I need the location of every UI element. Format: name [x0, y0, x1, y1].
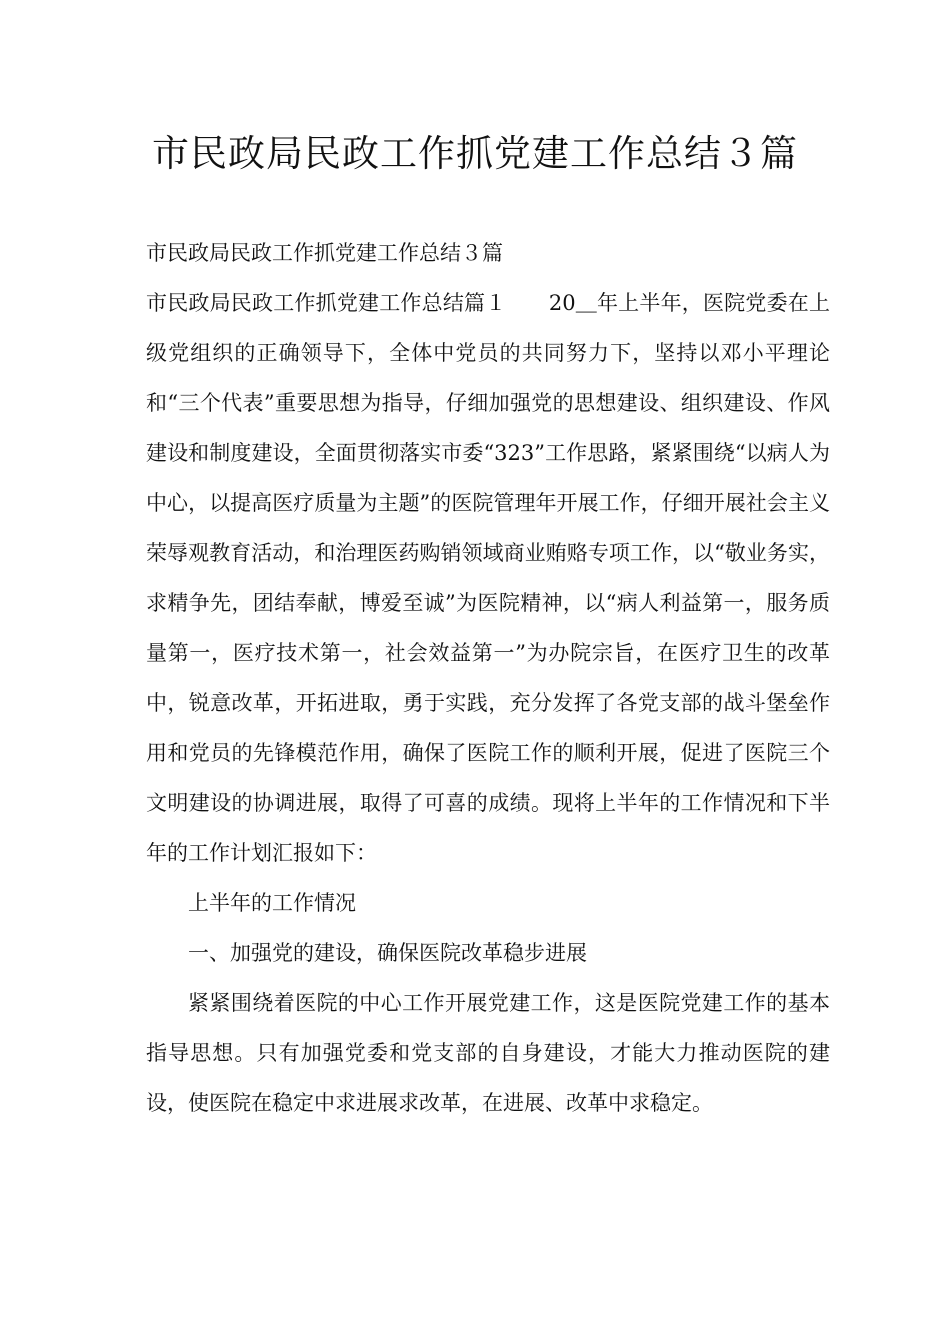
document-body: [146, 228, 830, 1128]
paragraph-intro: 市民政局民政工作抓党建工作总结篇１ 20＿年上半年，医院党委在上级党组织的正确领导下，全体中党员的共同努力下，坚持以邓小平理论和“三个代表”重要思想为指导，仔细加强党的思想建设、组织建设、作风建设和制度建设，全面贯彻落实市委“323”工作思路，紧紧围绕“以病人为中心，以提高医疗质量为主题”的医院管理年开展工作，仔细开展社会主义荣辱观教育活动，和治理医药购销领域商业贿赂专项工作，以“敬业务实，求精争先，团结奉献，博爱至诚”为医院精神，以“病人利益第一，服务质量第一，医疗技术第一，社会效益第一”为办院宗旨，在医疗卫生的改革中，锐意改革，开拓进取，勇于实践，充分发挥了各党支部的战斗堡垒作用和党员的先锋模范作用，确保了医院工作的顺利开展，促进了医院三个文明建设的协调进展，取得了可喜的成绩。现将上半年的工作情况和下半年的工作计划汇报如下：: [146, 291, 830, 865]
document-subtitle: 市民政局民政工作抓党建工作总结３篇: [146, 241, 503, 265]
section-heading: 上半年的工作情况: [188, 891, 356, 915]
document-title: 市民政局民政工作抓党建工作总结３篇: [152, 132, 798, 175]
paragraph-body: 紧紧围绕着医院的中心工作开展党建工作，这是医院党建工作的基本指导思想。只有加强党委和党支部的自身建设，才能大力推动医院的建设，使医院在稳定中求进展求改革，在进展、改革中求稳定。: [146, 991, 830, 1115]
subsection-heading: 一、加强党的建设，确保医院改革稳步进展: [188, 941, 587, 965]
